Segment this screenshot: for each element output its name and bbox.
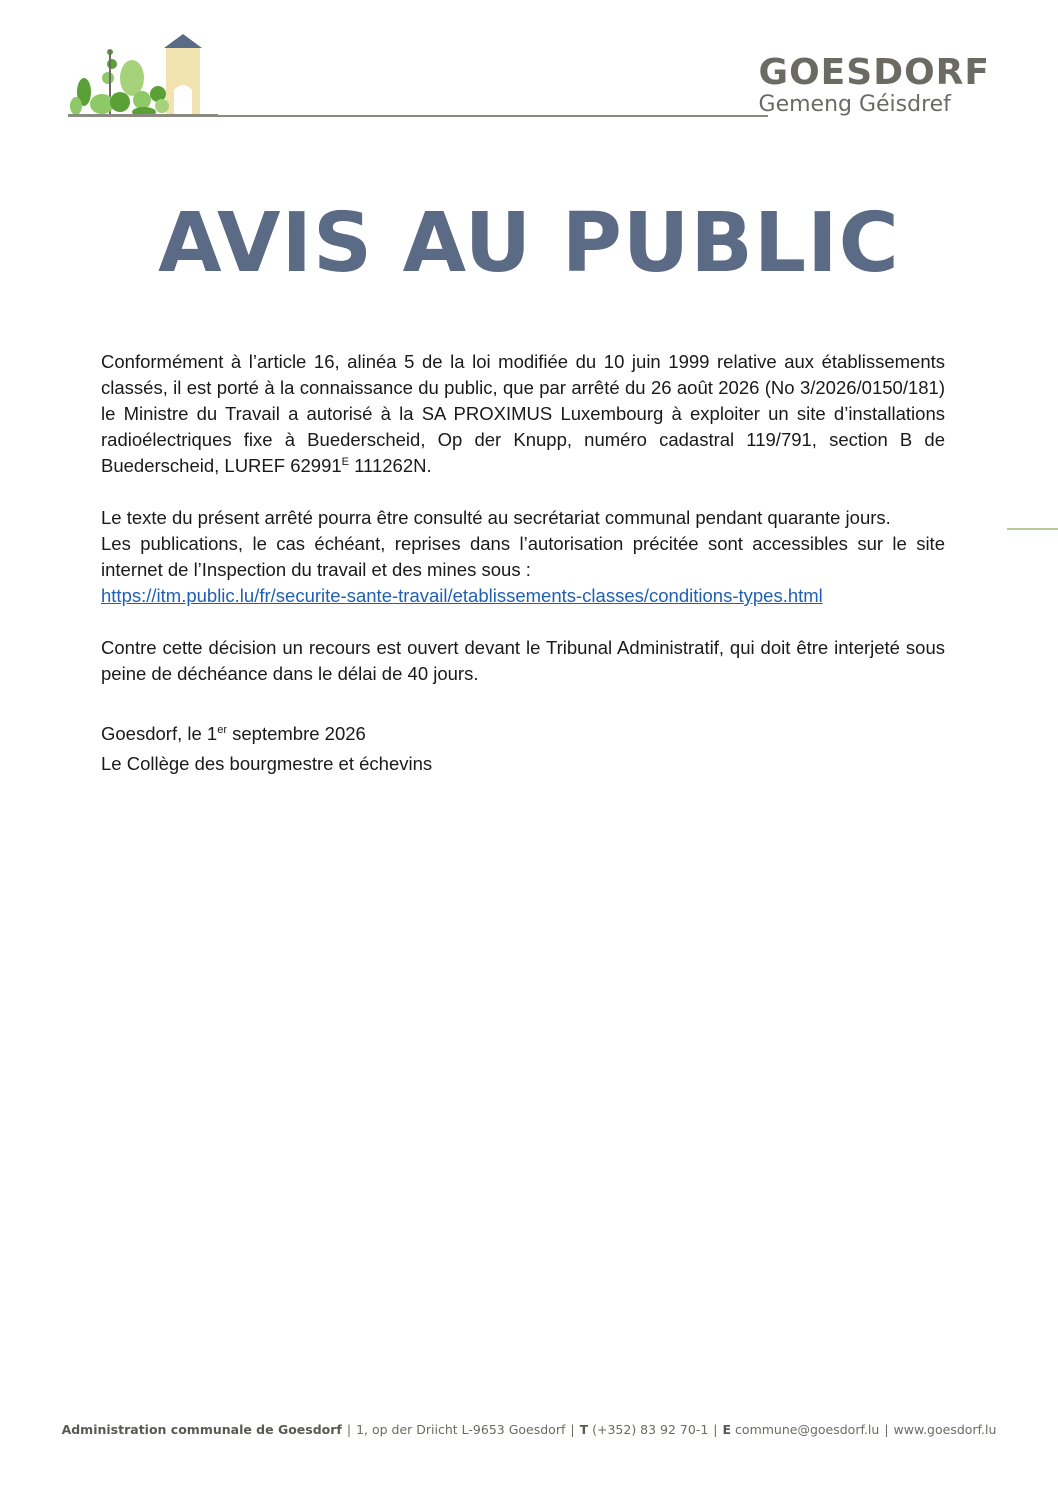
paragraph-decision-text: Conformément à l’article 16, alinéa 5 de la loi modifiée du 10 juin 1999 relative aux établissements classés, il est porté à la connaissance du public, que par arrêté du 26 août 2026 (No 3/2026/0150/181) le Ministre du Travail a autorisé à la SA PROXIMUS Luxembourg à exploiter un site d’installations radioélectriques fixe à Buederscheid, Op der Knupp, numéro cadastral 119/791, section B de Buederscheid, LUREF 62991 [101, 351, 945, 476]
paragraph-appeal: Contre cette décision un recours est ouvert devant le Tribunal Administratif, qui doit être interjeté sous peine de déchéance dans le délai de 40 jours. [101, 637, 945, 684]
place-date-text: Goesdorf, le 1 [101, 723, 218, 744]
brand-block [759, 54, 990, 118]
date-superscript: er [217, 723, 227, 736]
place-date [101, 719, 432, 749]
page-title: AVIS AU PUBLIC [158, 196, 900, 291]
footer-org: Administration communale de Goesdorf [61, 1422, 342, 1437]
footer-address: 1, op der Driicht L-9653 Goesdorf [356, 1422, 566, 1437]
signer: Le Collège des bourgmestre et échevins [101, 753, 433, 774]
luref-superscript: E [341, 455, 349, 468]
footer-email-label: E [722, 1422, 732, 1437]
footer-phone-label: T [579, 1422, 589, 1437]
signature-block [101, 719, 432, 779]
paragraph-consultation: Le texte du présent arrêté pourra être consulté au secrétariat communal pendant quarante jours. [101, 507, 891, 528]
brand-name: GOESDORF [758, 52, 990, 93]
footer-website[interactable]: www.goesdorf.lu [893, 1422, 997, 1437]
footer-email[interactable]: commune@goesdorf.lu [735, 1422, 880, 1437]
footer-phone: (+352) 83 92 70-1 [592, 1422, 709, 1437]
paragraph-publications: Les publications, le cas échéant, reprises dans l’autorisation précitée sont accessibles sur le site internet de l’Inspection du travail et des mines sous : [101, 533, 945, 580]
place-date-month: septembre 2026 [226, 723, 366, 744]
brand-subtitle: Gemeng Géisdref [758, 92, 951, 117]
itm-link[interactable]: https://itm.public.lu/fr/securite-sante-travail/etablissements-classes/conditions-types.html [101, 585, 823, 606]
notice-body [101, 349, 945, 687]
margin-mark [1007, 528, 1058, 530]
paragraph-decision-tail: 111262N. [349, 455, 432, 476]
paragraph-decision [101, 349, 945, 479]
footer: Administration communale de Goesdorf | 1, op der Driicht L-9653 Goesdorf | T (+352) 83 92 70-1 | E commune@goesdorf.lu | www.goesdorf.lu [61, 1422, 997, 1437]
header-rule [68, 115, 768, 117]
village-logo-icon [62, 30, 232, 120]
